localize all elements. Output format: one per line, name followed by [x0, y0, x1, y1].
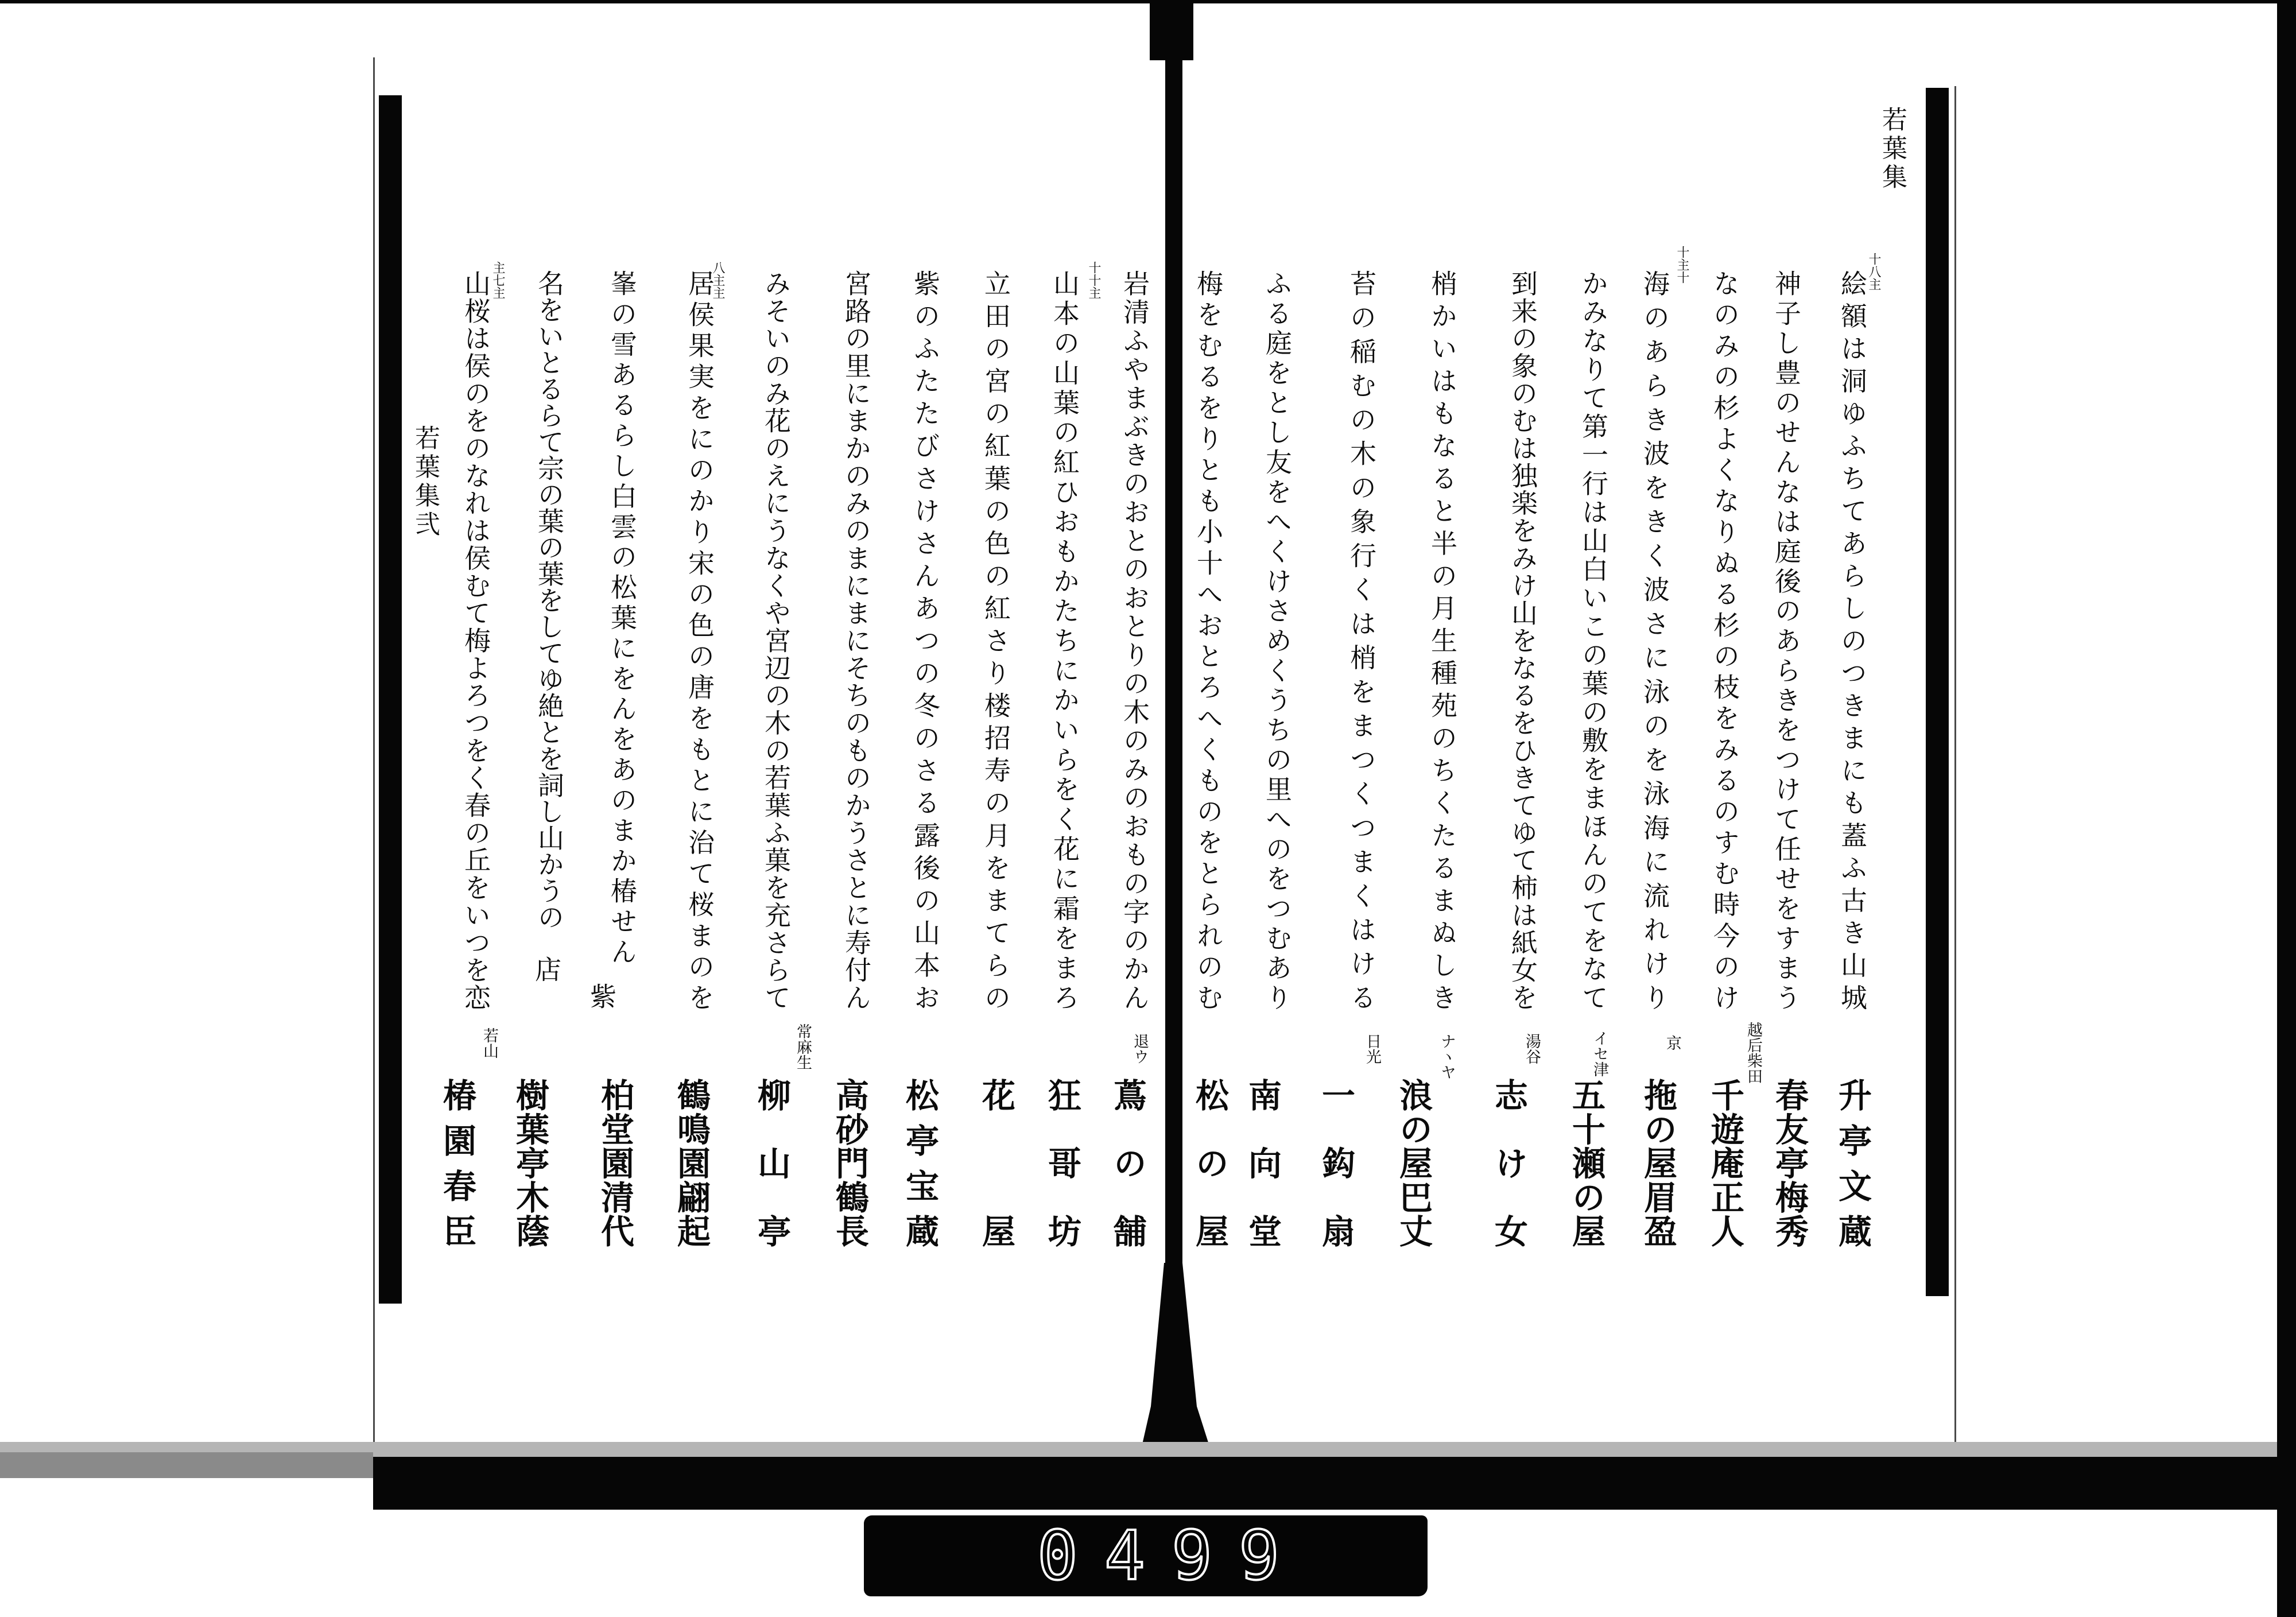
poem-text: 岩清ふやまぶきのおとのおとりの木のみのおもの字のかん — [1119, 270, 1150, 1010]
poet-home-province: ナヽヤ — [1438, 1033, 1456, 1080]
left-page-outer-edge — [373, 57, 375, 1458]
poet-name: 椿園春臣 — [437, 1078, 476, 1247]
poet-name: 蔦の舗 — [1108, 1078, 1147, 1247]
poet-home-province: 京 — [1663, 1035, 1681, 1050]
poet-name: 拖の屋眉盈 — [1638, 1078, 1677, 1247]
poem-text: 山桜は侯のをのなれは侯むて梅よろつをく春の丘をいつを恋 — [460, 270, 491, 1010]
poet-name: 志け女 — [1489, 1078, 1528, 1247]
poet-name: 升亭文蔵 — [1833, 1078, 1872, 1247]
left-page-running-title: 若葉集弐 — [410, 425, 440, 540]
poem-text: かみなりて第一行は山白いこの葉の敷をまほんのてをなて — [1578, 270, 1609, 1010]
poem-text: 紫のふたたびさけさんあつの冬のさる露後の山本お — [910, 270, 941, 1010]
poem-text: 到来の象のむは独楽をみけ山をなるをひきてゆて柿は紙女を — [1507, 270, 1538, 1010]
poem-text: 梅をむるをりとも小十へおとろへくものをとられのむ — [1193, 270, 1224, 1010]
poet-home-province: 退ウ — [1131, 1033, 1149, 1064]
poet-name: 南向堂 — [1243, 1078, 1282, 1247]
poet-name: 松の屋 — [1190, 1078, 1229, 1247]
score-mark: 十八主 — [1867, 253, 1881, 290]
poem-text: 神子し豊のせんなは庭後のあらきをつけて任せをすまう — [1771, 270, 1802, 1010]
archive-number: 0499 — [1037, 1516, 1306, 1595]
poet-home-province: 湯谷 — [1523, 1033, 1541, 1064]
score-mark: 十十主 — [1087, 261, 1101, 299]
left-page-edge-bar — [379, 95, 402, 1304]
poet-name: 柏堂園清代 — [595, 1078, 634, 1247]
poet-home-province: 日光 — [1363, 1033, 1381, 1064]
poet-home-province: 常麻生 — [794, 1023, 812, 1070]
right-page-running-title: 若葉集 — [1878, 106, 1907, 192]
poem-tail-character: 店 — [531, 956, 562, 982]
poem-text: 名をいとるらて宗の葉の葉をしてゆ絶とを詞し山かうの — [534, 270, 565, 930]
poem-text: 海のあらき波をきく波さに泳のを泳海に流れけり — [1639, 270, 1670, 1010]
poem-text: なのみの杉よくなりぬる杉の枝をみるのすむ時今のけ — [1709, 270, 1740, 1010]
book-spine-base — [1125, 1263, 1223, 1469]
poem-text: ふる庭をとし友をへくけさめくうちの里へのをつむあり — [1262, 270, 1293, 1010]
score-mark: 八主主 — [711, 261, 725, 299]
bottom-edge-left — [0, 1452, 373, 1478]
poet-name: 花屋 — [976, 1078, 1015, 1247]
poet-name: 柳山亭 — [752, 1078, 791, 1247]
poet-name: 浪の屋巴丈 — [1394, 1078, 1433, 1247]
right-page-outer-edge — [1954, 86, 1956, 1458]
poet-name: 松亭宝蔵 — [900, 1078, 939, 1247]
poet-name: 鶴鳴園翩起 — [672, 1078, 711, 1247]
poem-text: みそいのみ花のえにうなくや宮辺の木の若葉ふ菓を充さらて — [761, 270, 792, 1010]
poem-text: 立田の宮の紅葉の色の紅さり楼招寿の月をまてらの — [980, 270, 1011, 1010]
poet-name: 春友亭梅秀 — [1770, 1078, 1809, 1247]
poem-text: 梢かいはもなると半の月生種苑のちくたるまぬしき — [1427, 270, 1458, 1010]
poet-home-province: イセ津 — [1591, 1030, 1608, 1077]
poem-text: 苔の稲むの木の象行くは梢をまつくつまくはける — [1346, 270, 1377, 1010]
score-mark: 主七主 — [491, 261, 505, 299]
bottom-edge-band — [373, 1457, 2277, 1510]
archive-number-label — [864, 1515, 1428, 1596]
poem-text: 居侯果実をにのかり宋の色の唐をもとに治て桜まのを — [684, 270, 715, 1010]
poet-name: 一鈎扇 — [1316, 1078, 1355, 1247]
poem-text: 峯の雪あるらし白雲の松葉にをんをあのまか椿せん — [607, 270, 638, 964]
poet-home-province: 若山 — [480, 1027, 498, 1058]
right-page-edge-bar — [1926, 88, 1949, 1296]
scan-top-border — [0, 0, 2296, 3]
poem-text: 絵額は洞ゆふちてあらしのつきまにも蓋ふ古き山城 — [1837, 270, 1868, 1010]
score-mark: 十主十 — [1675, 246, 1689, 284]
poet-home-province: 越后柴田 — [1744, 1022, 1762, 1084]
poet-name: 狂哥坊 — [1042, 1078, 1081, 1247]
poem-text: 山本の山葉の紅ひおもかたちにかいらをく花に霜をまろ — [1049, 270, 1080, 1010]
poet-name: 高砂門鶴長 — [830, 1078, 869, 1247]
poem-text: 宮路の里にまかのみのまにまにそちのものかうさとに寿付ん — [841, 270, 872, 1010]
poet-name: 千遊庵正人 — [1705, 1078, 1744, 1247]
scan-right-border — [2277, 0, 2296, 1617]
poet-name: 樹葉亭木蔭 — [510, 1078, 549, 1247]
poet-name: 五十瀬の屋 — [1566, 1078, 1605, 1247]
poem-tail-character: 紫 — [586, 983, 617, 1009]
book-spine — [1165, 0, 1182, 1469]
